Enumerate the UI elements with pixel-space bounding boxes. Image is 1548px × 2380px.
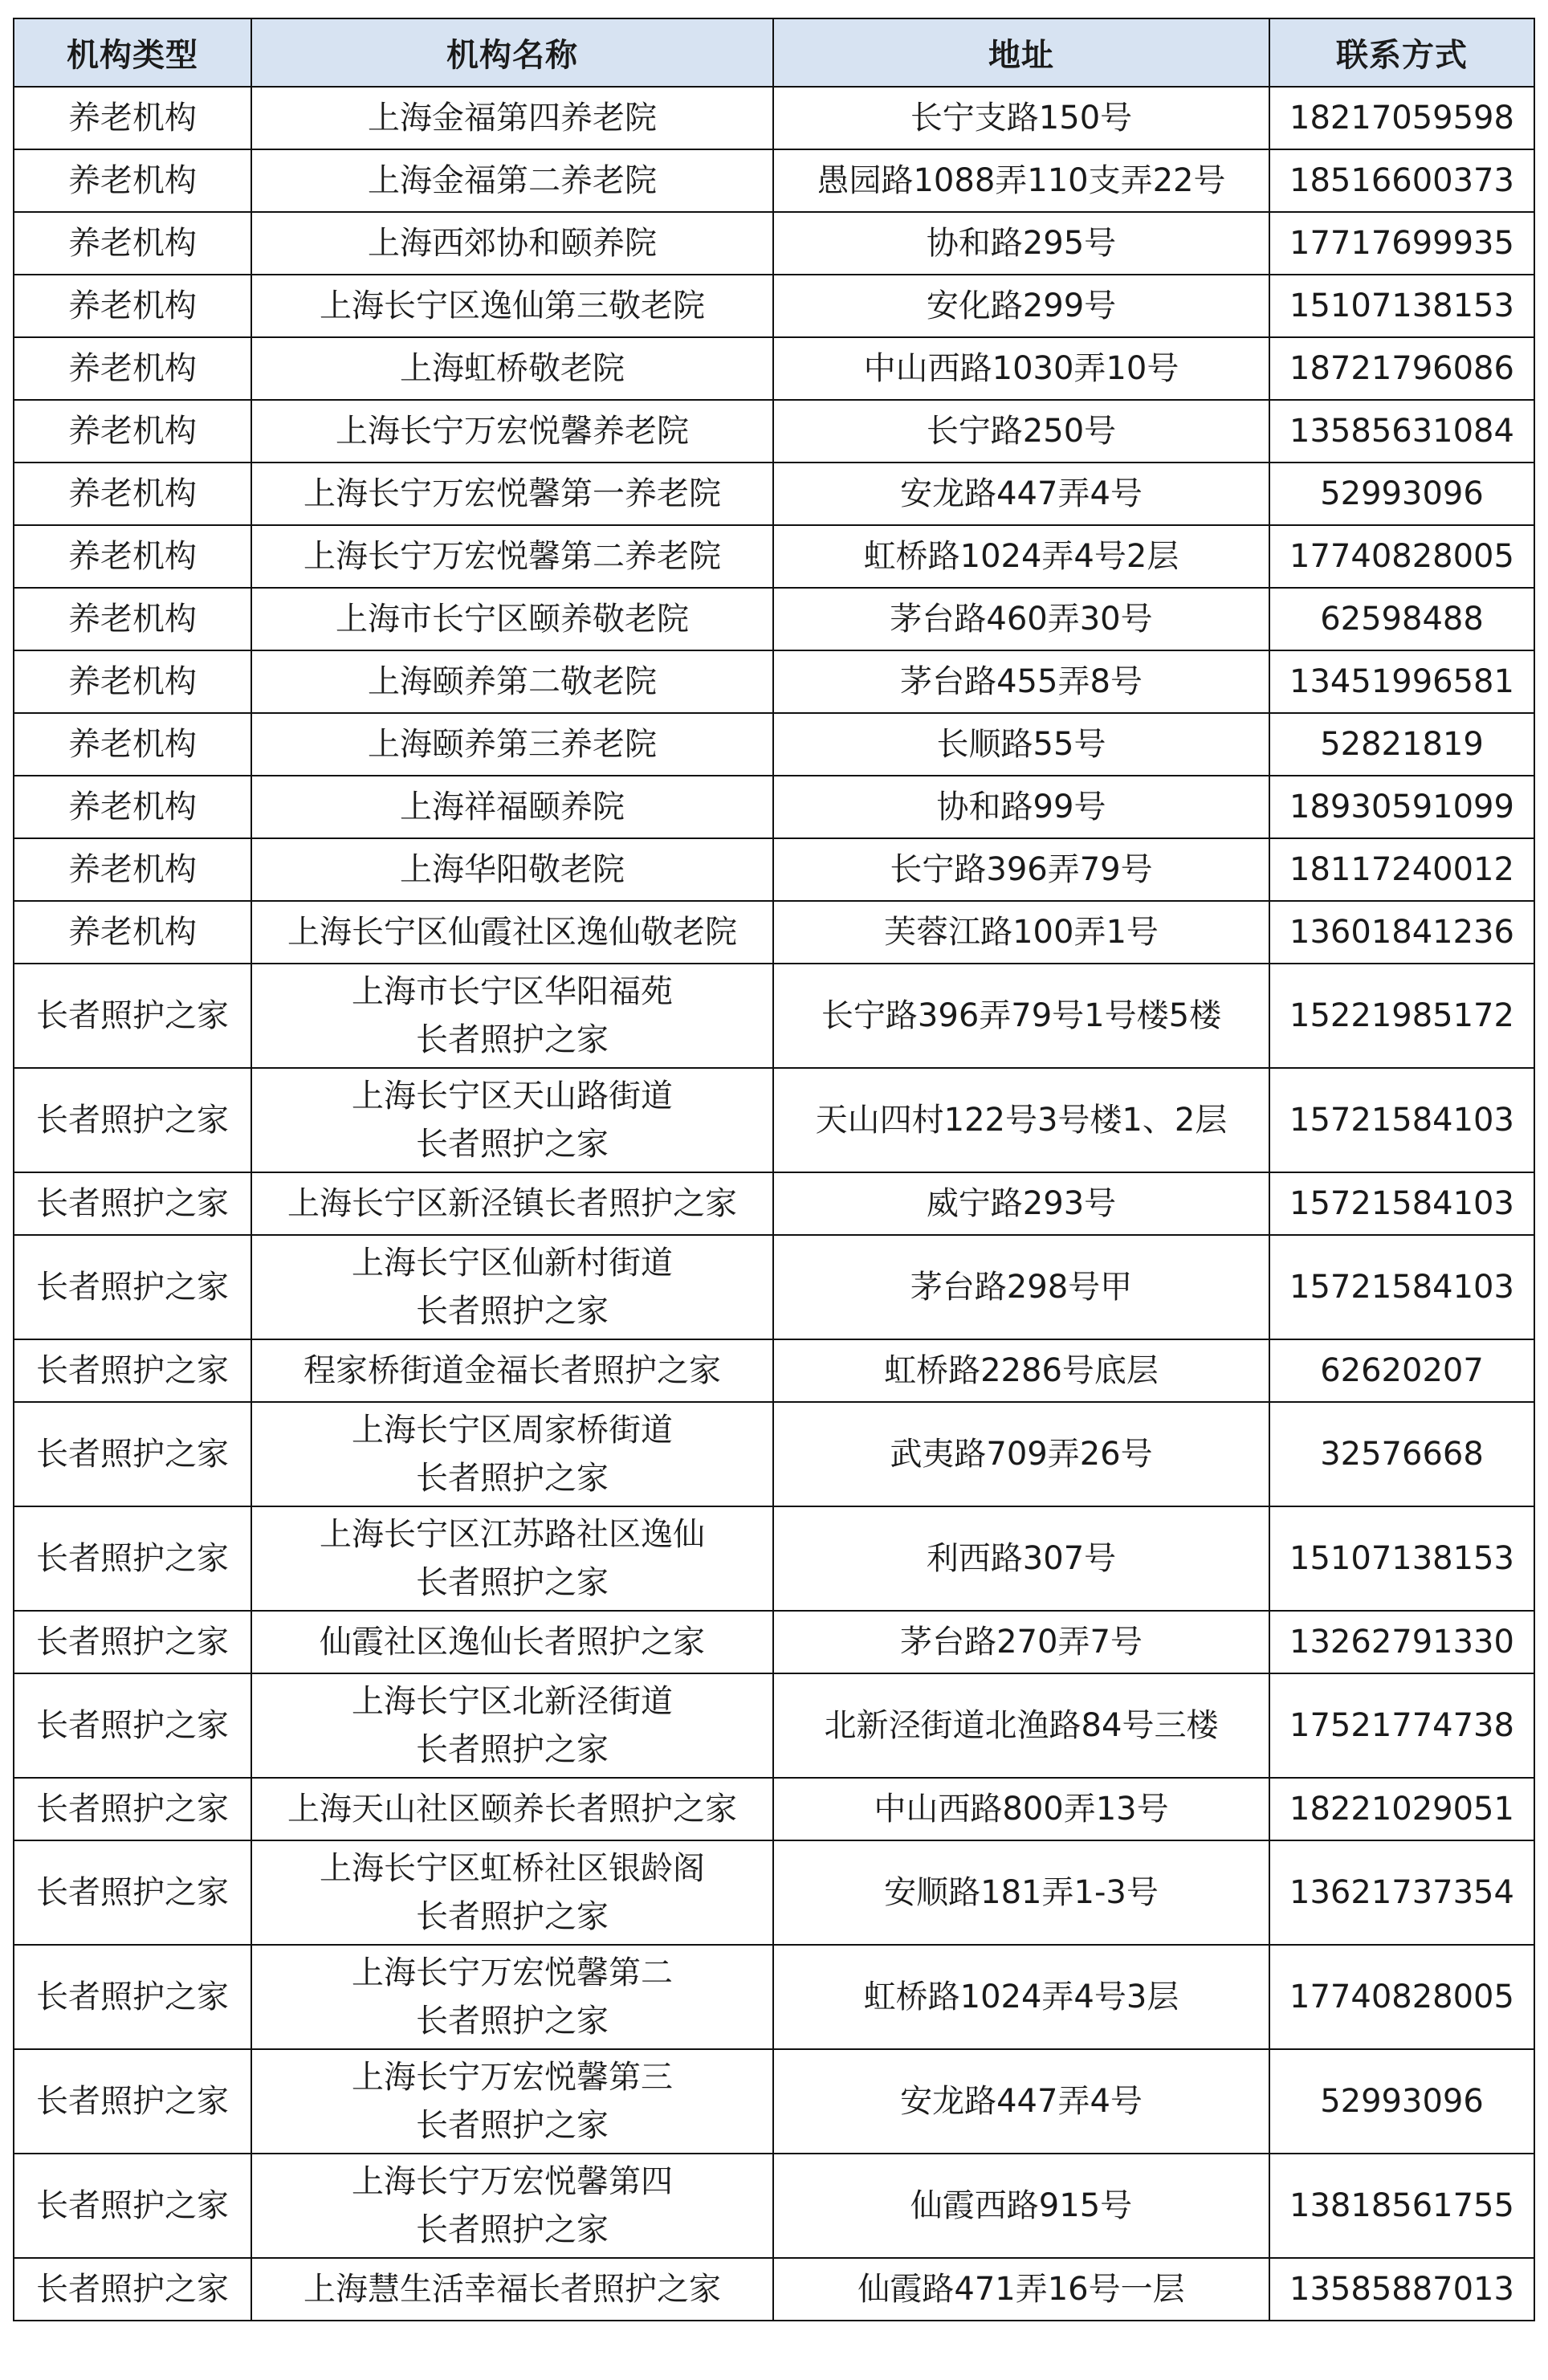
cell-phone: 17521774738 (1269, 1673, 1534, 1778)
cell-name-line: 长者照护之家 (416, 2107, 609, 2144)
cell-type: 养老机构 (14, 901, 251, 964)
cell-phone: 18217059598 (1269, 87, 1534, 149)
cell-phone: 15221985172 (1269, 964, 1534, 1068)
cell-name-line: 长者照护之家 (416, 1564, 609, 1601)
table-row (14, 1673, 1534, 1778)
table-row (14, 2049, 1534, 2154)
cell-type: 养老机构 (14, 275, 251, 337)
header-row (14, 18, 1534, 87)
cell-name-line: 长者照护之家 (416, 2003, 609, 2040)
cell-name (251, 212, 773, 275)
cell-name-line: 上海长宁区虹桥社区银龄阁 (320, 1850, 705, 1887)
cell-type: 长者照护之家 (14, 2258, 251, 2321)
cell-name (251, 838, 773, 901)
cell-name (251, 87, 773, 149)
table-row (14, 2258, 1534, 2321)
cell-name (251, 1172, 773, 1235)
cell-address: 安化路299号 (773, 275, 1269, 337)
table-row (14, 650, 1534, 713)
header-type: 机构类型 (14, 18, 251, 87)
cell-phone: 13585887013 (1269, 2258, 1534, 2321)
cell-address: 仙霞路471弄16号一层 (773, 2258, 1269, 2321)
cell-type: 长者照护之家 (14, 1506, 251, 1611)
cell-name-line: 上海长宁区仙霞社区逸仙敬老院 (287, 914, 737, 951)
cell-phone: 15721584103 (1269, 1172, 1534, 1235)
cell-address: 协和路295号 (773, 212, 1269, 275)
cell-type: 养老机构 (14, 525, 251, 588)
cell-name-line: 上海长宁万宏悦馨第三 (352, 2059, 673, 2096)
cell-name-line: 上海祥福颐养院 (400, 789, 625, 825)
table-row (14, 1172, 1534, 1235)
cell-type: 养老机构 (14, 212, 251, 275)
cell-phone: 32576668 (1269, 1402, 1534, 1506)
cell-type: 养老机构 (14, 650, 251, 713)
cell-name (251, 2049, 773, 2154)
cell-address: 长宁路396弄79号 (773, 838, 1269, 901)
table-row (14, 149, 1534, 212)
table-row (14, 275, 1534, 337)
cell-phone: 13451996581 (1269, 650, 1534, 713)
cell-address: 北新泾街道北渔路84号三楼 (773, 1673, 1269, 1778)
cell-name-line: 上海华阳敬老院 (400, 851, 625, 888)
table-row (14, 1068, 1534, 1172)
cell-type: 养老机构 (14, 400, 251, 463)
cell-name-line: 上海虹桥敬老院 (400, 350, 625, 387)
cell-name-line: 上海市长宁区华阳福苑 (352, 973, 673, 1010)
cell-type: 长者照护之家 (14, 1778, 251, 1840)
cell-type: 养老机构 (14, 87, 251, 149)
table-row (14, 1235, 1534, 1339)
table-row (14, 1506, 1534, 1611)
cell-phone: 18930591099 (1269, 776, 1534, 838)
cell-name-line: 程家桥街道金福长者照护之家 (303, 1352, 721, 1389)
cell-type: 养老机构 (14, 463, 251, 525)
cell-phone: 17717699935 (1269, 212, 1534, 275)
cell-phone: 15107138153 (1269, 1506, 1534, 1611)
table-row (14, 713, 1534, 776)
cell-phone: 62620207 (1269, 1339, 1534, 1402)
cell-phone: 13585631084 (1269, 400, 1534, 463)
cell-name (251, 2258, 773, 2321)
table-row (14, 1945, 1534, 2049)
cell-name-line: 长者照护之家 (416, 1460, 609, 1497)
cell-phone: 13262791330 (1269, 1611, 1534, 1673)
table-row (14, 1778, 1534, 1840)
cell-address: 芙蓉江路100弄1号 (773, 901, 1269, 964)
cell-address: 长顺路55号 (773, 713, 1269, 776)
cell-name (251, 275, 773, 337)
cell-name-line: 上海颐养第二敬老院 (368, 663, 657, 700)
cell-name (251, 1945, 773, 2049)
cell-phone: 15107138153 (1269, 275, 1534, 337)
cell-name-line: 上海西郊协和颐养院 (368, 225, 657, 262)
cell-phone: 17740828005 (1269, 525, 1534, 588)
cell-address: 利西路307号 (773, 1506, 1269, 1611)
cell-name (251, 588, 773, 650)
cell-address: 茅台路455弄8号 (773, 650, 1269, 713)
cell-address: 虹桥路1024弄4号3层 (773, 1945, 1269, 2049)
cell-name-line: 上海慧生活幸福长者照护之家 (303, 2271, 721, 2308)
table-row (14, 1840, 1534, 1945)
cell-phone: 18117240012 (1269, 838, 1534, 901)
cell-name (251, 2154, 773, 2258)
cell-type: 长者照护之家 (14, 2049, 251, 2154)
cell-phone: 18516600373 (1269, 149, 1534, 212)
cell-address: 茅台路460弄30号 (773, 588, 1269, 650)
cell-type: 养老机构 (14, 713, 251, 776)
cell-phone: 62598488 (1269, 588, 1534, 650)
cell-type: 养老机构 (14, 149, 251, 212)
cell-name (251, 901, 773, 964)
cell-address: 虹桥路2286号底层 (773, 1339, 1269, 1402)
cell-name (251, 149, 773, 212)
cell-address: 长宁支路150号 (773, 87, 1269, 149)
table-row (14, 588, 1534, 650)
cell-address: 仙霞西路915号 (773, 2154, 1269, 2258)
cell-phone: 52821819 (1269, 713, 1534, 776)
cell-name (251, 1402, 773, 1506)
cell-name-line: 长者照护之家 (416, 1293, 609, 1330)
cell-type: 长者照护之家 (14, 1945, 251, 2049)
cell-phone: 18221029051 (1269, 1778, 1534, 1840)
cell-name (251, 1506, 773, 1611)
cell-phone: 52993096 (1269, 2049, 1534, 2154)
cell-type: 长者照护之家 (14, 1068, 251, 1172)
cell-name-line: 上海金福第二养老院 (368, 162, 657, 199)
cell-name (251, 400, 773, 463)
cell-name-line: 上海长宁区天山路街道 (352, 1078, 673, 1115)
cell-phone: 13621737354 (1269, 1840, 1534, 1945)
cell-name-line: 上海市长宁区颐养敬老院 (336, 601, 689, 638)
cell-name (251, 463, 773, 525)
institution-table (13, 18, 1535, 2321)
cell-address: 虹桥路1024弄4号2层 (773, 525, 1269, 588)
cell-address: 安龙路447弄4号 (773, 2049, 1269, 2154)
cell-name (251, 525, 773, 588)
table-row (14, 400, 1534, 463)
cell-phone: 13818561755 (1269, 2154, 1534, 2258)
cell-name (251, 964, 773, 1068)
cell-name (251, 713, 773, 776)
cell-name (251, 1840, 773, 1945)
table-row (14, 337, 1534, 400)
cell-type: 长者照护之家 (14, 2154, 251, 2258)
cell-name-line: 上海长宁区逸仙第三敬老院 (320, 287, 705, 324)
cell-phone: 15721584103 (1269, 1235, 1534, 1339)
cell-address: 茅台路270弄7号 (773, 1611, 1269, 1673)
cell-name-line: 上海金福第四养老院 (368, 100, 657, 137)
cell-address: 安顺路181弄1-3号 (773, 1840, 1269, 1945)
cell-address: 愚园路1088弄110支弄22号 (773, 149, 1269, 212)
table-body (14, 87, 1534, 2321)
cell-phone: 18721796086 (1269, 337, 1534, 400)
cell-type: 长者照护之家 (14, 1840, 251, 1945)
cell-name-line: 上海长宁万宏悦馨第一养老院 (303, 475, 721, 512)
cell-type: 长者照护之家 (14, 1172, 251, 1235)
header-phone: 联系方式 (1269, 18, 1534, 87)
table-row (14, 87, 1534, 149)
cell-address: 中山西路1030弄10号 (773, 337, 1269, 400)
cell-name-line: 长者照护之家 (416, 1021, 609, 1058)
cell-name-line: 长者照护之家 (416, 1731, 609, 1768)
cell-address: 中山西路800弄13号 (773, 1778, 1269, 1840)
cell-address: 协和路99号 (773, 776, 1269, 838)
cell-name (251, 1611, 773, 1673)
cell-name-line: 长者照护之家 (416, 1898, 609, 1935)
table-row (14, 1402, 1534, 1506)
cell-name (251, 1778, 773, 1840)
cell-type: 养老机构 (14, 838, 251, 901)
cell-name (251, 776, 773, 838)
cell-type: 养老机构 (14, 588, 251, 650)
cell-address: 武夷路709弄26号 (773, 1402, 1269, 1506)
table-row (14, 525, 1534, 588)
cell-address: 威宁路293号 (773, 1172, 1269, 1235)
cell-name-line: 上海天山社区颐养长者照护之家 (287, 1791, 737, 1828)
table-row (14, 1339, 1534, 1402)
table-row (14, 838, 1534, 901)
cell-type: 长者照护之家 (14, 1235, 251, 1339)
header-name: 机构名称 (251, 18, 773, 87)
cell-phone: 52993096 (1269, 463, 1534, 525)
cell-name (251, 1235, 773, 1339)
cell-name-line: 长者照护之家 (416, 2211, 609, 2248)
cell-name-line: 上海长宁区仙新村街道 (352, 1245, 673, 1282)
table-row (14, 1611, 1534, 1673)
header-address: 地址 (773, 18, 1269, 87)
cell-address: 茅台路298号甲 (773, 1235, 1269, 1339)
table-row (14, 463, 1534, 525)
cell-name-line: 上海长宁区新泾镇长者照护之家 (287, 1185, 737, 1222)
table-row (14, 964, 1534, 1068)
cell-name-line: 上海长宁万宏悦馨第二 (352, 1954, 673, 1991)
cell-address: 安龙路447弄4号 (773, 463, 1269, 525)
cell-name (251, 650, 773, 713)
cell-type: 养老机构 (14, 337, 251, 400)
cell-name (251, 1339, 773, 1402)
cell-address: 天山四村122号3号楼1、2层 (773, 1068, 1269, 1172)
cell-name-line: 长者照护之家 (416, 1126, 609, 1163)
cell-phone: 15721584103 (1269, 1068, 1534, 1172)
cell-type: 长者照护之家 (14, 1402, 251, 1506)
cell-type: 长者照护之家 (14, 964, 251, 1068)
cell-name-line: 上海长宁区北新泾街道 (352, 1683, 673, 1720)
cell-name (251, 1673, 773, 1778)
cell-phone: 13601841236 (1269, 901, 1534, 964)
table-row (14, 776, 1534, 838)
cell-address: 长宁路250号 (773, 400, 1269, 463)
cell-address: 长宁路396弄79号1号楼5楼 (773, 964, 1269, 1068)
cell-name-line: 上海长宁万宏悦馨养老院 (336, 413, 689, 450)
cell-name (251, 1068, 773, 1172)
cell-name-line: 上海长宁区江苏路社区逸仙 (320, 1516, 705, 1553)
cell-type: 养老机构 (14, 776, 251, 838)
table-header (14, 18, 1534, 87)
table-row (14, 901, 1534, 964)
cell-name-line: 上海长宁万宏悦馨第四 (352, 2163, 673, 2200)
table-row (14, 2154, 1534, 2258)
cell-name-line: 仙霞社区逸仙长者照护之家 (320, 1624, 705, 1661)
cell-type: 长者照护之家 (14, 1673, 251, 1778)
cell-phone: 17740828005 (1269, 1945, 1534, 2049)
cell-type: 长者照护之家 (14, 1339, 251, 1402)
cell-name-line: 上海颐养第三养老院 (368, 726, 657, 763)
cell-name-line: 上海长宁区周家桥街道 (352, 1412, 673, 1449)
cell-name-line: 上海长宁万宏悦馨第二养老院 (303, 538, 721, 575)
table-row (14, 212, 1534, 275)
cell-type: 长者照护之家 (14, 1611, 251, 1673)
cell-name (251, 337, 773, 400)
